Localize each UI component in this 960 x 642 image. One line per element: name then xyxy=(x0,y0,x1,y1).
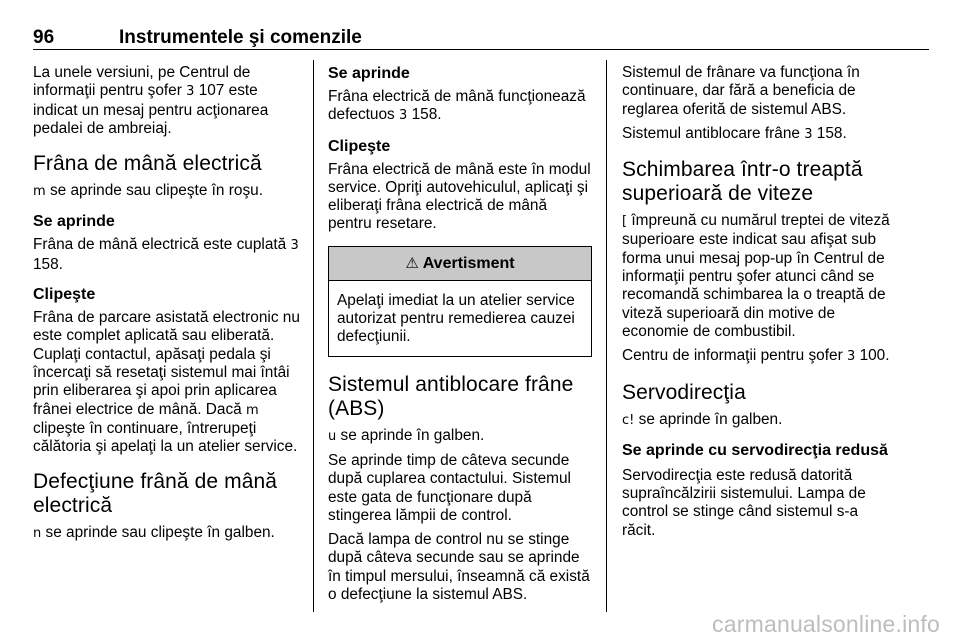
dic-ref-text: Centru de informaţii pentru şofer xyxy=(622,347,843,365)
epb-desc-paragraph xyxy=(33,182,301,201)
flash-text-1: Frâna de parcare asistată electronic nu este complet aplicată sau eliberată. Cuplaţi contactul, apăsaţi pedala şi încercaţi să resetaţi sistemul mai întâi prin eliberarea şi apoi prin aplicarea frânei electrice de mână. Dacă xyxy=(33,309,300,418)
page-number: 96 xyxy=(33,27,55,48)
watermark: carmanualsonline.info xyxy=(712,611,940,637)
upshift-text: împreună cu numărul treptei de viteză superioare este indicat sau afişat sub forma unui mesaj pop-up în Centrul de informaţii pentru şofer atunci când se recomandă schimbarea la o treaptă de viteză superioară din motive de economie de combustibil. xyxy=(622,212,890,340)
column-1 xyxy=(33,64,301,544)
steering-desc: se aprinde în galben. xyxy=(638,410,783,428)
heading-reduced-steering: Se aprinde cu servodirecţia redusă xyxy=(622,441,888,459)
column-divider-2 xyxy=(606,60,607,612)
warning-title: Avertisment xyxy=(422,254,515,272)
steering-wheel-icon: c! xyxy=(622,412,635,428)
heading-lights-up: Se aprinde xyxy=(33,213,115,231)
abs-paragraph-1: Se aprinde timp de câteva secunde după cuplarea contactului. Sistemul este gata de funcţionare după stingerea lămpii de control. xyxy=(328,451,571,524)
lit-text: Frâna electrică de mână funcţionează defectuos xyxy=(328,88,586,124)
lit-ref: 158. xyxy=(33,255,63,273)
page-ref-arrow-icon: 3 xyxy=(847,349,856,365)
parking-brake-icon: m xyxy=(246,402,259,418)
page-ref-arrow-icon: 3 xyxy=(804,126,813,142)
lit-text: Frâna de mână electrică este cuplată xyxy=(33,236,287,254)
intro-text: La unele versiuni, pe Centrul de informaţii pentru şofer xyxy=(33,64,251,100)
warning-triangle-icon: ⚠ xyxy=(405,253,419,272)
flash-paragraph: Frâna electrică de mână este în modul service. Opriţi autovehiculul, aplicaţi şi eliberaţi frâna electrică de mână pentru resetare. xyxy=(328,160,591,233)
abs-icon: u xyxy=(328,428,337,444)
fault-desc: se aprinde sau clipeşte în galben. xyxy=(45,524,275,542)
heading-power-steering: Servodirecţia xyxy=(622,380,746,404)
header-rule xyxy=(33,49,929,50)
heading-abs: Sistemul antiblocare frâne (ABS) xyxy=(328,372,574,420)
upshift-icon: [ xyxy=(622,214,628,230)
upshift-paragraph xyxy=(622,212,890,341)
heading-upshift: Schimbarea într-o treaptă superioară de viteze xyxy=(622,158,863,206)
lit-paragraph xyxy=(328,88,592,126)
abs-paragraph-2: Dacă lampa de control nu se stinge după câteva secunde sau se aprinde în timpul mersului, înseamnă că există o defecţiune la sistemul ABS. xyxy=(328,531,590,604)
column-divider-1 xyxy=(313,60,314,612)
lit-ref: 158. xyxy=(411,106,442,124)
fault-desc-paragraph xyxy=(33,524,301,543)
abs-continued-paragraph: Sistemul de frânare va funcţiona în continuare, dar fără a beneficia de reglarea oferită de sistemul ABS. xyxy=(622,64,860,118)
dic-ref-paragraph xyxy=(622,347,890,366)
abs-desc-paragraph xyxy=(328,427,592,446)
steering-desc-paragraph xyxy=(622,411,890,430)
column-3 xyxy=(622,64,890,540)
warning-box xyxy=(328,246,592,357)
flash-paragraph xyxy=(33,309,301,456)
parking-brake-icon: m xyxy=(33,184,46,200)
column-2 xyxy=(328,64,592,604)
page-ref-arrow-icon: 3 xyxy=(290,238,299,254)
warning-header xyxy=(329,247,591,281)
heading-flashes: Clipeşte xyxy=(328,137,391,155)
page-header xyxy=(33,0,929,50)
abs-ref: 158. xyxy=(816,124,847,142)
page-ref-arrow-icon: 3 xyxy=(399,108,408,124)
abs-ref-paragraph xyxy=(622,125,890,144)
heading-epb-fault: Defecţiune frână de mână electrică xyxy=(33,470,278,518)
abs-desc: se aprinde în galben. xyxy=(340,426,485,444)
abs-ref-text: Sistemul antiblocare frâne xyxy=(622,124,800,142)
heading-lights-up: Se aprinde xyxy=(328,65,410,82)
warning-text: Apelaţi imediat la un atelier service autorizat pentru remedierea cauzei defecţiunii. xyxy=(337,291,575,346)
heading-flashes: Clipeşte xyxy=(33,286,96,304)
dic-ref: 100. xyxy=(859,347,890,365)
page-ref-arrow-icon: 3 xyxy=(186,84,195,100)
chapter-title: Instrumentele şi comenzile xyxy=(119,27,362,48)
heading-electric-parking-brake: Frâna de mână electrică xyxy=(33,152,262,176)
reduced-steering-paragraph: Servodirecţia este redusă datorită supraîncălzirii sistemului. Lampa de control se stinge când sistemul s-a răcit. xyxy=(622,466,866,539)
intro-paragraph xyxy=(33,64,301,138)
flash-text-2: clipeşte în continuare, întrerupeţi călătoria şi apelaţi la un atelier service. xyxy=(33,419,298,456)
intro-ref: 107 este indicat un mesaj pentru acţionarea pedalei de ambreiaj. xyxy=(33,82,269,137)
brake-fault-icon: n xyxy=(33,526,42,542)
epb-desc: se aprinde sau clipeşte în roşu. xyxy=(49,182,263,200)
lit-paragraph xyxy=(33,236,301,274)
